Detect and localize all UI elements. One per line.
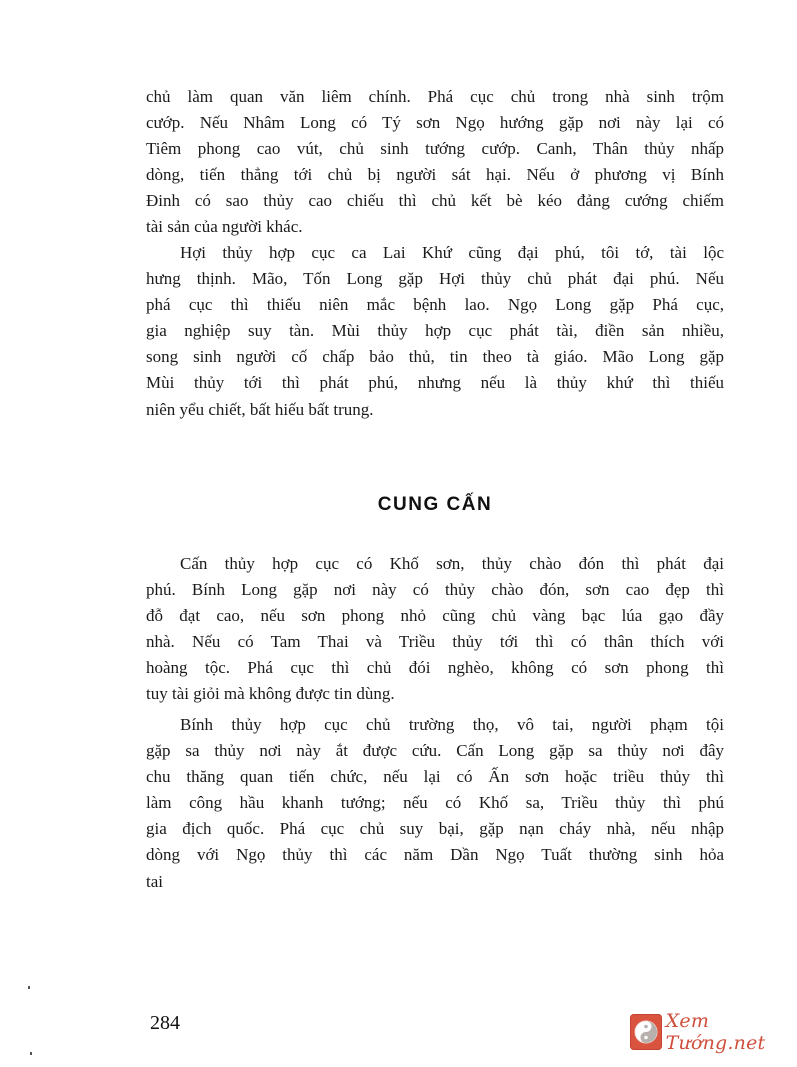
section-heading: CUNG CẤN xyxy=(377,494,493,515)
text-line: Mùi thủy tới thì phát phú, nhưng nếu là thủy khứ thì thiếu xyxy=(146,373,724,393)
scan-mark xyxy=(30,1052,32,1055)
paragraph-2 xyxy=(146,240,724,423)
text-line: phú. Bính Long gặp nơi này có thủy chào đón, sơn cao đẹp thì xyxy=(146,580,724,600)
text-line: phá cục thì thiếu niên mắc bệnh lao. Ngọ Long gặp Phá cục, xyxy=(146,295,724,315)
text-line: tài sản của người khác. xyxy=(146,217,303,237)
watermark-text: Xem Tướng.net xyxy=(665,1010,766,1054)
text-line: tuy tài giỏi mà không được tin dùng. xyxy=(146,684,395,704)
text-line: chu thăng quan tiến chức, nếu lại có Ấn sơn hoặc triều thủy thì xyxy=(146,767,724,787)
text-line: chủ làm quan văn liêm chính. Phá cục chủ trong nhà sinh trộm xyxy=(146,87,724,106)
text-line: Đinh có sao thủy cao chiếu thì chủ kết bè kéo đảng cướng chiếm xyxy=(146,191,724,211)
text-line: dòng, tiến thẳng tới chủ bị người sát hại. Nếu ở phương vị Bính xyxy=(146,165,724,185)
paragraph-3 xyxy=(146,551,724,708)
paragraph-1 xyxy=(146,84,724,241)
yin-yang-icon xyxy=(630,1014,662,1050)
text-line: Hợi thủy hợp cục ca Lai Khứ cũng đại phú, tôi tớ, tài lộc xyxy=(180,243,724,262)
text-line: tai xyxy=(146,871,163,891)
text-line: gia nghiệp suy tàn. Mùi thủy hợp cục phát tài, điền sản nhiều, xyxy=(146,321,724,341)
page-number: 284 xyxy=(150,1012,180,1034)
text-line: cướp. Nếu Nhâm Long có Tý sơn Ngọ hướng gặp nơi này lại có xyxy=(146,113,724,133)
text-line: nhà. Nếu có Tam Thai và Triều thủy tới thì có thân thích với xyxy=(146,632,724,652)
text-line: gặp sa thủy nơi này ắt được cứu. Cấn Long gặp sa thủy nơi đây xyxy=(146,741,724,761)
text-line: gia địch quốc. Phá cục chủ suy bại, gặp nạn cháy nhà, nếu nhập xyxy=(146,819,724,839)
text-line: Tiêm phong cao vút, chủ sinh tướng cướp. Canh, Thân thủy nhấp xyxy=(146,139,724,159)
text-line: song sinh người cố chấp bảo thủ, tin theo tà giáo. Mão Long gặp xyxy=(146,347,724,367)
text-line: Bính thủy hợp cục chủ trường thọ, vô tai, người phạm tội xyxy=(180,715,724,734)
text-line: đỗ đạt cao, nếu sơn phong nhỏ cũng chủ vàng bạc lúa gạo đầy xyxy=(146,606,724,626)
paragraph-4 xyxy=(146,712,724,895)
scan-mark xyxy=(28,986,30,989)
text-line: niên yểu chiết, bất hiếu bất trung. xyxy=(146,399,374,419)
text-line: hoàng tộc. Phá cục thì chủ đói nghèo, không có sơn phong thì xyxy=(146,658,724,678)
text-line: hưng thịnh. Mão, Tốn Long gặp Hợi thủy chủ phát đại phú. Nếu xyxy=(146,269,724,289)
text-line: làm công hầu khanh tướng; nếu có Khố sa, Triều thủy thì phú xyxy=(146,793,724,813)
text-line: Cấn thủy hợp cục có Khố sơn, thủy chào đón thì phát đại xyxy=(180,554,724,573)
text-line: dòng với Ngọ thủy thì các năm Dần Ngọ Tuất thường sinh hỏa xyxy=(146,845,724,865)
watermark xyxy=(630,1010,797,1054)
